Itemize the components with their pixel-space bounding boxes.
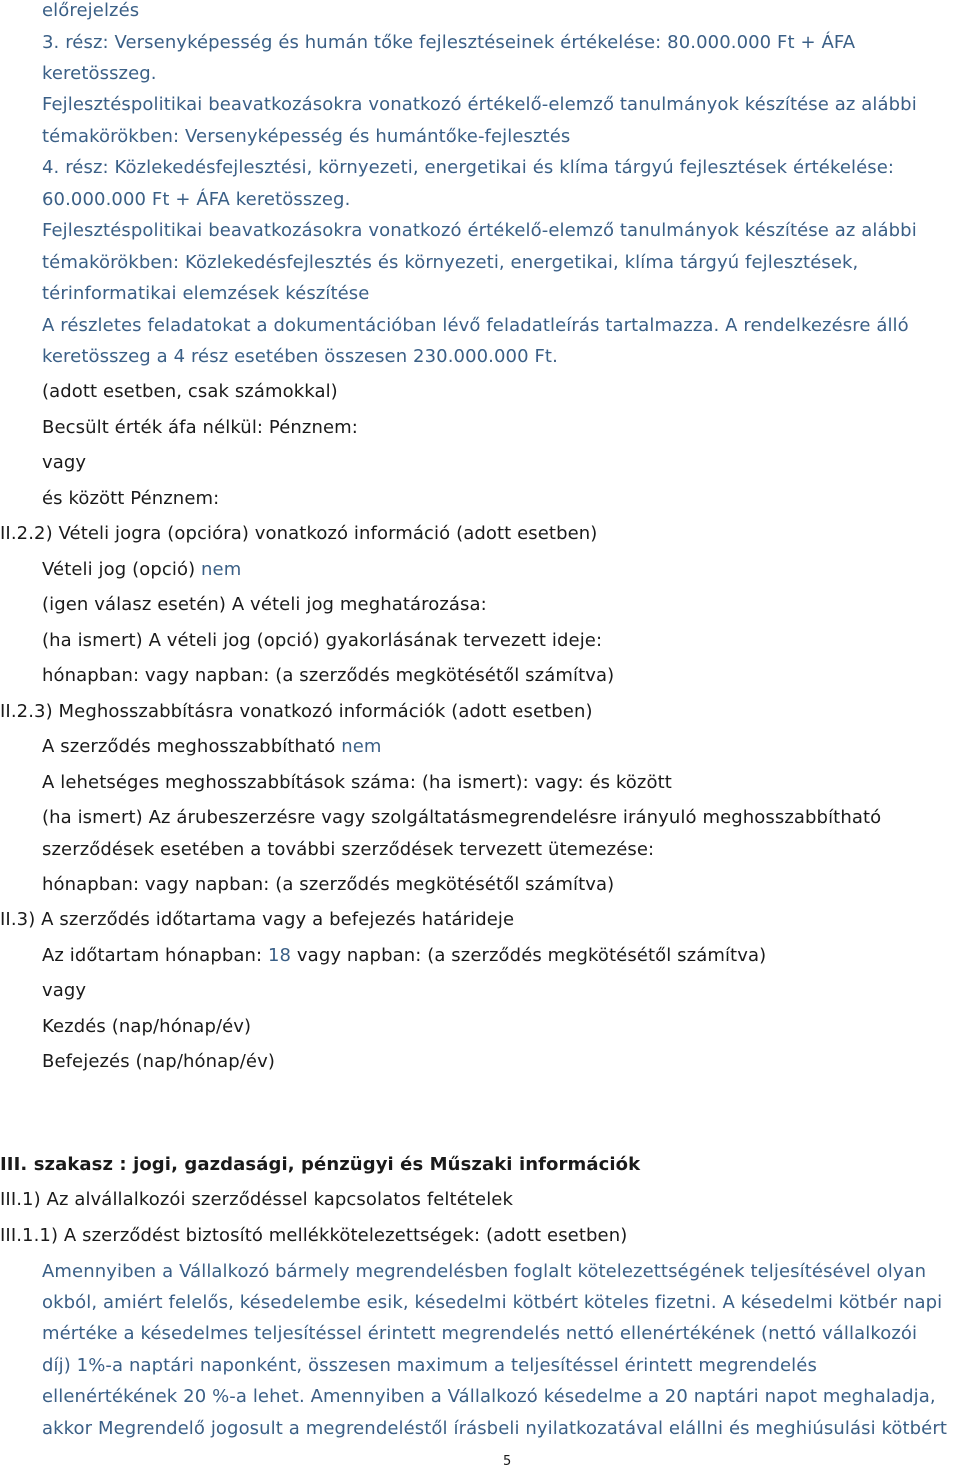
text-line: 60.000.000 Ft + ÁFA keretösszeg. xyxy=(42,189,351,210)
text-line: térinformatikai elemzések készítése xyxy=(42,283,370,304)
text-line: 4. rész: Közlekedésfejlesztési, környezeti, energetikai és klíma tárgyú fejlesztések értékelése: xyxy=(42,157,895,178)
text-line: A lehetséges meghosszabbítások száma: (ha ismert): vagy: és között xyxy=(42,772,672,793)
section-heading: III. szakasz : jogi, gazdasági, pénzügyi és Műszaki információk xyxy=(0,1154,641,1175)
section-heading: III.1) Az alvállalkozói szerződéssel kapcsolatos feltételek xyxy=(0,1189,513,1210)
text-line: (igen válasz esetén) A vételi jog meghatározása: xyxy=(42,594,487,615)
duration-value: 18 xyxy=(268,945,292,966)
value-note: (adott esetben, csak számokkal) xyxy=(42,381,338,402)
duration-label: Az időtartam hónapban: xyxy=(42,945,268,966)
text-line: A részletes feladatokat a dokumentációban lévő feladatleírás tartalmazza. A rendelkezésre álló xyxy=(42,315,909,336)
text-line: témakörökben: Versenyképesség és humántőke-fejlesztés xyxy=(42,126,571,147)
text-line: vagy xyxy=(42,980,87,1001)
text-line: témakörökben: Közlekedésfejlesztés és környezeti, energetikai, klíma tárgyú fejlesztések, xyxy=(42,252,859,273)
extendable-line xyxy=(42,735,382,759)
text-line: vagy xyxy=(42,452,87,473)
end-date: Befejezés (nap/hónap/év) xyxy=(42,1051,275,1072)
text-line: Fejlesztéspolitikai beavatkozásokra vonatkozó értékelő-elemző tanulmányok készítése az alábbi xyxy=(42,220,917,241)
text-line: (ha ismert) Az árubeszerzésre vagy szolgáltatásmegrendelésre irányuló meghosszabbítható xyxy=(42,807,882,828)
section-heading: II.2.2) Vételi jogra (opcióra) vonatkozó információ (adott esetben) xyxy=(0,523,598,544)
estimated-value: Becsült érték áfa nélkül: Pénznem: xyxy=(42,417,358,438)
start-date: Kezdés (nap/hónap/év) xyxy=(42,1016,252,1037)
text-line: ellenértékének 20 %-a lehet. Amennyiben a Vállalkozó késedelme a 20 naptári napot meghaladja, xyxy=(42,1386,936,1407)
option-value: nem xyxy=(201,559,242,580)
text-line: hónapban: vagy napban: (a szerződés megkötésétől számítva) xyxy=(42,665,615,686)
option-line xyxy=(42,558,241,582)
text-line: okból, amiért felelős, késedelembe esik, késedelmi kötbért köteles fizetni. A késedelmi kötbér napi xyxy=(42,1292,943,1313)
option-label: Vételi jog (opció) xyxy=(42,559,202,580)
duration-line xyxy=(42,944,766,968)
section-heading: II.2.3) Meghosszabbításra vonatkozó információk (adott esetben) xyxy=(0,701,593,722)
section-heading: III.1.1) A szerződést biztosító mellékkötelezettségek: (adott esetben) xyxy=(0,1225,628,1246)
text-line: 3. rész: Versenyképesség és humán tőke fejlesztéseinek értékelése: 80.000.000 Ft + ÁFA xyxy=(42,32,856,53)
text-line: előrejelzés xyxy=(42,0,140,21)
text-line: keretösszeg. xyxy=(42,63,157,84)
text-line: mértéke a késedelmes teljesítéssel érintett megrendelés nettó ellenértékének (nettó vállalkozói xyxy=(42,1323,918,1344)
text-line: akkor Megrendelő jogosult a megrendeléstől írásbeli nyilatkozatával elállni és meghiúsulási kötbért xyxy=(42,1418,948,1439)
text-line: Amennyiben a Vállalkozó bármely megrendelésben foglalt kötelezettségének teljesítésével olyan xyxy=(42,1261,927,1282)
text-line: szerződések esetében a további szerződések tervezett ütemezése: xyxy=(42,839,655,860)
duration-suffix: vagy napban: (a szerződés megkötésétől számítva) xyxy=(291,945,767,966)
text-line: (ha ismert) A vételi jog (opció) gyakorlásának tervezett ideje: xyxy=(42,630,603,651)
text-line: és között Pénznem: xyxy=(42,488,220,509)
text-line: hónapban: vagy napban: (a szerződés megkötésétől számítva) xyxy=(42,874,615,895)
page-number: 5 xyxy=(503,1454,512,1469)
text-line: Fejlesztéspolitikai beavatkozásokra vonatkozó értékelő-elemző tanulmányok készítése az alábbi xyxy=(42,94,917,115)
extendable-label: A szerződés meghosszabbítható xyxy=(42,736,342,757)
text-line: keretösszeg a 4 rész esetében összesen 230.000.000 Ft. xyxy=(42,346,558,367)
section-heading: II.3) A szerződés időtartama vagy a befejezés határideje xyxy=(0,909,515,930)
extendable-value: nem xyxy=(341,736,382,757)
text-line: díj) 1%-a naptári naponként, összesen maximum a teljesítéssel érintett megrendelés xyxy=(42,1355,817,1376)
